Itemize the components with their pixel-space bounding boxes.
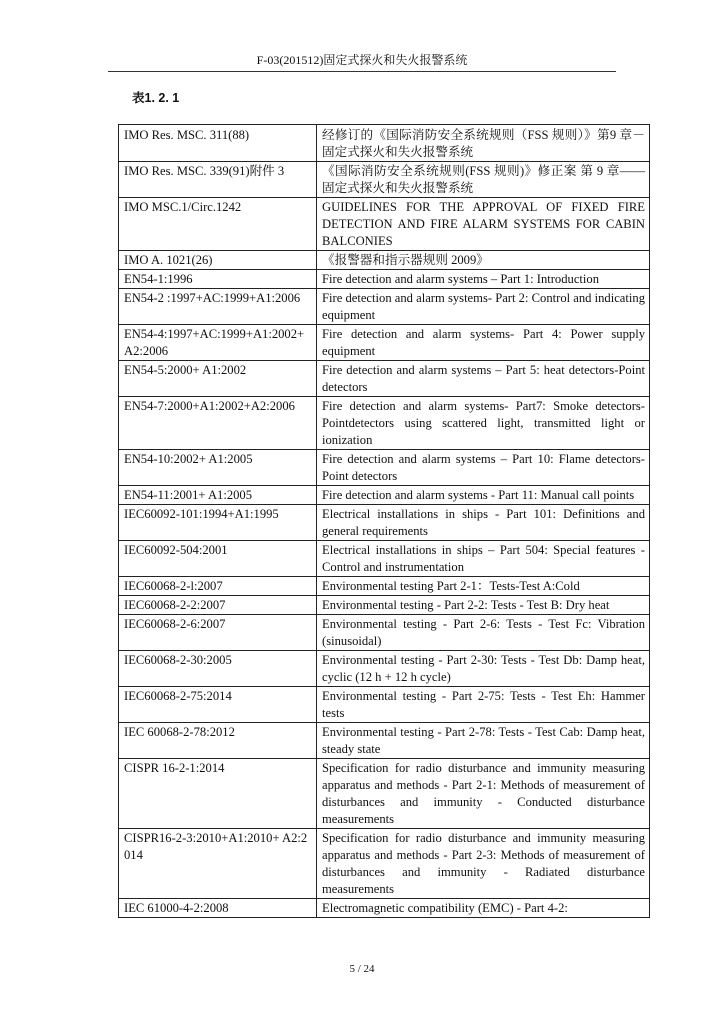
standard-code-cell: EN54-5:2000+ A1:2002 [119, 361, 317, 397]
standard-code-cell: IEC60068-2-30:2005 [119, 651, 317, 687]
standard-code-cell: IEC 61000-4-2:2008 [119, 899, 317, 918]
standard-title-cell: Specification for radio disturbance and immunity measuring apparatus and methods - Part 2-1: Methods of measurement of disturbances and immunity - Conducted disturbance measurements [317, 759, 650, 829]
standard-title-cell: Environmental testing - Part 2-75: Tests - Test Eh: Hammer tests [317, 687, 650, 723]
standard-title-cell: Fire detection and alarm systems – Part 10: Flame detectors-Point detectors [317, 450, 650, 486]
table-row [119, 829, 650, 899]
table-row [119, 577, 650, 596]
standards-table [118, 124, 650, 918]
table-row [119, 899, 650, 918]
standard-code-cell: EN54-11:2001+ A1:2005 [119, 486, 317, 505]
table-row [119, 361, 650, 397]
standard-title-cell: Electrical installations in ships - Part 101: Definitions and general requirements [317, 505, 650, 541]
standard-code-cell: IMO Res. MSC. 311(88) [119, 125, 317, 162]
standard-code-cell: IMO MSC.1/Circ.1242 [119, 198, 317, 251]
standard-title-cell: Environmental testing Part 2-1：Tests-Test A:Cold [317, 577, 650, 596]
standard-code-cell: IEC60068-2-75:2014 [119, 687, 317, 723]
table-row [119, 596, 650, 615]
standard-title-cell: Environmental testing - Part 2-2: Tests - Test B: Dry heat [317, 596, 650, 615]
table-row [119, 486, 650, 505]
table-row [119, 289, 650, 325]
table-row [119, 505, 650, 541]
table-row [119, 615, 650, 651]
table-row [119, 687, 650, 723]
standard-title-cell: 《国际消防安全系统规则(FSS 规则)》修正案 第 9 章——固定式探火和失火报警系统 [317, 162, 650, 198]
table-caption: 表1. 2. 1 [132, 91, 180, 105]
table-row [119, 397, 650, 450]
table-row [119, 450, 650, 486]
table-row [119, 251, 650, 270]
table-row [119, 651, 650, 687]
table-row [119, 125, 650, 162]
standard-title-cell: Fire detection and alarm systems- Part 4: Power supply equipment [317, 325, 650, 361]
standard-code-cell: IEC60092-504:2001 [119, 541, 317, 577]
standard-title-cell: Fire detection and alarm systems – Part 1: Introduction [317, 270, 650, 289]
standard-code-cell: IEC60092-101:1994+A1:1995 [119, 505, 317, 541]
standard-title-cell: Fire detection and alarm systems - Part 11: Manual call points [317, 486, 650, 505]
standard-title-cell: Environmental testing - Part 2-6: Tests - Test Fc: Vibration (sinusoidal) [317, 615, 650, 651]
header-rule [108, 71, 616, 72]
page-number: 5 / 24 [349, 963, 375, 975]
standard-title-cell: Fire detection and alarm systems – Part 5: heat detectors-Point detectors [317, 361, 650, 397]
table-row [119, 198, 650, 251]
page-header: F-03(201512)固定式探火和失火报警系统 [256, 53, 468, 67]
standard-code-cell: EN54-4:1997+AC:1999+A1:2002+ A2:2006 [119, 325, 317, 361]
standard-code-cell: IEC 60068-2-78:2012 [119, 723, 317, 759]
standard-title-cell: Environmental testing - Part 2-30: Tests - Test Db: Damp heat, cyclic (12 h + 12 h cycle) [317, 651, 650, 687]
standard-title-cell: Environmental testing - Part 2-78: Tests - Test Cab: Damp heat, steady state [317, 723, 650, 759]
standard-code-cell: IMO A. 1021(26) [119, 251, 317, 270]
standard-title-cell: Fire detection and alarm systems- Part7: Smoke detectors-Pointdetectors using scattered light, transmitted light or ionization [317, 397, 650, 450]
standard-code-cell: IMO Res. MSC. 339(91)附件 3 [119, 162, 317, 198]
standard-code-cell: EN54-2 :1997+AC:1999+A1:2006 [119, 289, 317, 325]
standard-code-cell: CISPR 16-2-1:2014 [119, 759, 317, 829]
standard-title-cell: Fire detection and alarm systems- Part 2: Control and indicating equipment [317, 289, 650, 325]
standard-title-cell: GUIDELINES FOR THE APPROVAL OF FIXED FIRE DETECTION AND FIRE ALARM SYSTEMS FOR CABIN BALCONIES [317, 198, 650, 251]
table-row [119, 325, 650, 361]
standard-title-cell: Electrical installations in ships – Part 504: Special features - Control and instrumentation [317, 541, 650, 577]
standard-code-cell: EN54-10:2002+ A1:2005 [119, 450, 317, 486]
standard-title-cell: 《报警器和指示器规则 2009》 [317, 251, 650, 270]
standard-title-cell: 经修订的《国际消防安全系统规则（FSS 规则）》第9 章－固定式探火和失火报警系统 [317, 125, 650, 162]
standard-code-cell: IEC60068-2-6:2007 [119, 615, 317, 651]
table-row [119, 759, 650, 829]
table-row [119, 723, 650, 759]
standard-code-cell: IEC60068-2-2:2007 [119, 596, 317, 615]
table-body [119, 125, 650, 918]
table-row [119, 270, 650, 289]
standard-code-cell: CISPR16-2-3:2010+A1:2010+ A2:2014 [119, 829, 317, 899]
standard-code-cell: EN54-7:2000+A1:2002+A2:2006 [119, 397, 317, 450]
standard-code-cell: EN54-1:1996 [119, 270, 317, 289]
standard-title-cell: Electromagnetic compatibility (EMC) - Part 4-2: [317, 899, 650, 918]
standard-code-cell: IEC60068-2-l:2007 [119, 577, 317, 596]
table-row [119, 162, 650, 198]
standard-title-cell: Specification for radio disturbance and immunity measuring apparatus and methods - Part 2-3: Methods of measurement of disturbances and immunity - Radiated disturbance measurements [317, 829, 650, 899]
table-row [119, 541, 650, 577]
